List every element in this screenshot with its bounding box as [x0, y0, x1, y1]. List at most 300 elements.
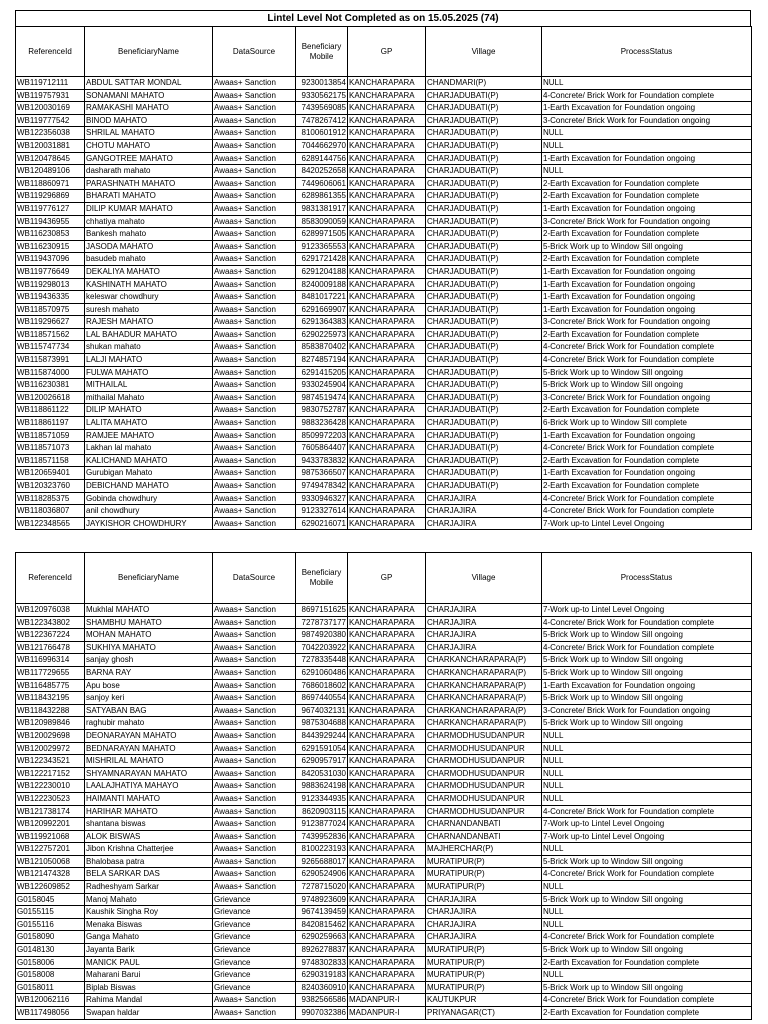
data-source-cell: Awaas+ Sanction [213, 492, 296, 505]
gp-cell: KANCHARAPARA [348, 354, 426, 367]
gp-cell: KANCHARAPARA [348, 704, 426, 717]
beneficiary-name-cell: Jibon Krishna Chatterjee [85, 843, 213, 856]
beneficiary-name-cell: chhatiya mahato [85, 215, 213, 228]
beneficiary-name-cell: sanjoy keri [85, 692, 213, 705]
reference-id-cell: WB122367224 [16, 629, 85, 642]
beneficiary-name-cell: Swapan haldar [85, 1007, 213, 1020]
data-source-cell: Awaas+ Sanction [213, 265, 296, 278]
table-row [16, 729, 752, 742]
mobile-cell: 9883236428 [296, 417, 348, 430]
beneficiary-name-cell: Bankesh mahato [85, 228, 213, 241]
beneficiary-name-cell: Menaka Biswas [85, 918, 213, 931]
process-status-cell: 4-Concrete/ Brick Work for Foundation complete [542, 641, 752, 654]
village-cell: CHANDMARI(P) [426, 77, 542, 90]
gp-cell: KANCHARAPARA [348, 956, 426, 969]
col-beneficiary-name: BeneficiaryName [85, 27, 213, 77]
gp-cell: KANCHARAPARA [348, 616, 426, 629]
gp-cell: KANCHARAPARA [348, 215, 426, 228]
process-status-cell: NULL [542, 881, 752, 894]
data-source-cell: Awaas+ Sanction [213, 177, 296, 190]
table-row [16, 467, 752, 480]
reference-id-cell: G0158045 [16, 893, 85, 906]
village-cell: CHARJADUBATI(P) [426, 454, 542, 467]
reference-id-cell: WB122757201 [16, 843, 85, 856]
gp-cell: KANCHARAPARA [348, 505, 426, 518]
mobile-cell: 8240009188 [296, 278, 348, 291]
process-status-cell: 4-Concrete/ Brick Work for Foundation complete [542, 89, 752, 102]
data-source-cell: Awaas+ Sanction [213, 391, 296, 404]
sheet-page-1 [15, 10, 751, 530]
gp-cell: KANCHARAPARA [348, 931, 426, 944]
process-status-cell: 2-Earth Excavation for Foundation complete [542, 404, 752, 417]
table-row [16, 417, 752, 430]
mobile-cell: 6290524906 [296, 868, 348, 881]
reference-id-cell: WB118036807 [16, 505, 85, 518]
village-cell: MURATIPUR(P) [426, 956, 542, 969]
gp-cell: MADANPUR-I [348, 994, 426, 1007]
data-source-cell: Awaas+ Sanction [213, 228, 296, 241]
reference-id-cell: WB119921068 [16, 830, 85, 843]
table-row [16, 127, 752, 140]
gp-cell: KANCHARAPARA [348, 152, 426, 165]
table-row [16, 228, 752, 241]
table-body-page-1 [16, 77, 752, 530]
process-status-cell: NULL [542, 906, 752, 919]
table-row [16, 114, 752, 127]
col-gp: GP [348, 27, 426, 77]
table-row [16, 341, 752, 354]
mobile-cell: 9433783832 [296, 454, 348, 467]
reference-id-cell: WB118571059 [16, 429, 85, 442]
reference-id-cell: WB118571562 [16, 328, 85, 341]
village-cell: CHARJADUBATI(P) [426, 429, 542, 442]
reference-id-cell: WB121766478 [16, 641, 85, 654]
reference-id-cell: WB118861122 [16, 404, 85, 417]
village-cell: CHARJAJIRA [426, 918, 542, 931]
village-cell: CHARJADUBATI(P) [426, 127, 542, 140]
process-status-cell: 4-Concrete/ Brick Work for Foundation complete [542, 931, 752, 944]
process-status-cell: 2-Earth Excavation for Foundation complete [542, 177, 752, 190]
gp-cell: KANCHARAPARA [348, 278, 426, 291]
reference-id-cell: WB121738174 [16, 805, 85, 818]
process-status-cell: NULL [542, 742, 752, 755]
mobile-cell: 6291415205 [296, 366, 348, 379]
data-source-cell: Awaas+ Sanction [213, 830, 296, 843]
data-source-cell: Awaas+ Sanction [213, 442, 296, 455]
lintel-table-page-2 [15, 552, 752, 1020]
gp-cell: KANCHARAPARA [348, 240, 426, 253]
table-row [16, 379, 752, 392]
gp-cell: KANCHARAPARA [348, 679, 426, 692]
village-cell: CHARKANCHARAPARA(P) [426, 692, 542, 705]
data-source-cell: Awaas+ Sanction [213, 328, 296, 341]
process-status-cell: 1-Earth Excavation for Foundation ongoing [542, 202, 752, 215]
mobile-cell: 7439569085 [296, 102, 348, 115]
reference-id-cell: WB122609852 [16, 881, 85, 894]
beneficiary-name-cell: dasharath mahato [85, 165, 213, 178]
beneficiary-name-cell: DEBICHAND MAHATO [85, 480, 213, 493]
gp-cell: KANCHARAPARA [348, 843, 426, 856]
beneficiary-name-cell: Apu bose [85, 679, 213, 692]
gp-cell: KANCHARAPARA [348, 467, 426, 480]
table-row [16, 240, 752, 253]
gp-cell: KANCHARAPARA [348, 755, 426, 768]
gp-cell: KANCHARAPARA [348, 202, 426, 215]
gp-cell: KANCHARAPARA [348, 918, 426, 931]
beneficiary-name-cell: BINOD MAHATO [85, 114, 213, 127]
data-source-cell: Awaas+ Sanction [213, 454, 296, 467]
gp-cell: KANCHARAPARA [348, 265, 426, 278]
table-row [16, 969, 752, 982]
reference-id-cell: WB119436335 [16, 291, 85, 304]
table-row [16, 666, 752, 679]
reference-id-cell: WB116230915 [16, 240, 85, 253]
data-source-cell: Grievance [213, 906, 296, 919]
process-status-cell: 5-Brick Work up to Window Sill ongoing [542, 654, 752, 667]
village-cell: CHARJADUBATI(P) [426, 303, 542, 316]
village-cell: CHARJADUBATI(P) [426, 152, 542, 165]
data-source-cell: Awaas+ Sanction [213, 792, 296, 805]
table-row [16, 215, 752, 228]
reference-id-cell: WB120029972 [16, 742, 85, 755]
beneficiary-name-cell: DILIP KUMAR MAHATO [85, 202, 213, 215]
mobile-cell: 8697440554 [296, 692, 348, 705]
village-cell: CHARJADUBATI(P) [426, 366, 542, 379]
process-status-cell: 5-Brick Work up to Window Sill ongoing [542, 240, 752, 253]
beneficiary-name-cell: LAL BAHADUR MAHATO [85, 328, 213, 341]
data-source-cell: Awaas+ Sanction [213, 114, 296, 127]
col-beneficiary-name: BeneficiaryName [85, 553, 213, 604]
mobile-cell: 6290259663 [296, 931, 348, 944]
village-cell: CHARJADUBATI(P) [426, 391, 542, 404]
process-status-cell: 2-Earth Excavation for Foundation complete [542, 253, 752, 266]
beneficiary-name-cell: Radheshyam Sarkar [85, 881, 213, 894]
data-source-cell: Awaas+ Sanction [213, 139, 296, 152]
col-process-status: ProcessStatus [542, 27, 752, 77]
table-row [16, 165, 752, 178]
village-cell: CHARJADUBATI(P) [426, 202, 542, 215]
village-cell: CHARJADUBATI(P) [426, 102, 542, 115]
process-status-cell: 1-Earth Excavation for Foundation ongoing [542, 467, 752, 480]
mobile-cell: 6291204188 [296, 265, 348, 278]
mobile-cell: 8583090059 [296, 215, 348, 228]
mobile-cell: 8420815462 [296, 918, 348, 931]
mobile-cell: 8620903115 [296, 805, 348, 818]
col-beneficiary-mobile: Beneficiary Mobile [296, 553, 348, 604]
mobile-cell: 9674139459 [296, 906, 348, 919]
data-source-cell: Awaas+ Sanction [213, 77, 296, 90]
reference-id-cell: WB115873991 [16, 354, 85, 367]
process-status-cell: 4-Concrete/ Brick Work for Foundation complete [542, 505, 752, 518]
table-row [16, 492, 752, 505]
reference-id-cell: WB120029698 [16, 729, 85, 742]
process-status-cell: 5-Brick Work up to Window Sill ongoing [542, 379, 752, 392]
mobile-cell: 9875304688 [296, 717, 348, 730]
table-row [16, 755, 752, 768]
beneficiary-name-cell: BARNA RAY [85, 666, 213, 679]
village-cell: CHARJAJIRA [426, 931, 542, 944]
table-row [16, 190, 752, 203]
table-row [16, 291, 752, 304]
data-source-cell: Awaas+ Sanction [213, 303, 296, 316]
table-row [16, 303, 752, 316]
village-cell: CHARJADUBATI(P) [426, 89, 542, 102]
process-status-cell: 4-Concrete/ Brick Work for Foundation complete [542, 868, 752, 881]
reference-id-cell: WB119757931 [16, 89, 85, 102]
col-village: Village [426, 553, 542, 604]
data-source-cell: Grievance [213, 893, 296, 906]
gp-cell: KANCHARAPARA [348, 981, 426, 994]
gp-cell: KANCHARAPARA [348, 341, 426, 354]
gp-cell: KANCHARAPARA [348, 139, 426, 152]
reference-id-cell: WB116485775 [16, 679, 85, 692]
mobile-cell: 8420252658 [296, 165, 348, 178]
reference-id-cell: WB120659401 [16, 467, 85, 480]
mobile-cell: 7042203922 [296, 641, 348, 654]
gp-cell: KANCHARAPARA [348, 792, 426, 805]
reference-id-cell: WB121050068 [16, 855, 85, 868]
mobile-cell: 9123365553 [296, 240, 348, 253]
village-cell: PRIYANAGAR(CT) [426, 1007, 542, 1020]
mobile-cell: 7278715020 [296, 881, 348, 894]
data-source-cell: Awaas+ Sanction [213, 994, 296, 1007]
process-status-cell: 5-Brick Work up to Window Sill ongoing [542, 666, 752, 679]
process-status-cell: 1-Earth Excavation for Foundation ongoing [542, 152, 752, 165]
mobile-cell: 9382566586 [296, 994, 348, 1007]
beneficiary-name-cell: RAJESH MAHATO [85, 316, 213, 329]
reference-id-cell: WB119296869 [16, 190, 85, 203]
village-cell: CHARJADUBATI(P) [426, 139, 542, 152]
reference-id-cell: WB119776649 [16, 265, 85, 278]
data-source-cell: Awaas+ Sanction [213, 253, 296, 266]
data-source-cell: Awaas+ Sanction [213, 717, 296, 730]
mobile-cell: 9831381917 [296, 202, 348, 215]
data-source-cell: Awaas+ Sanction [213, 843, 296, 856]
data-source-cell: Awaas+ Sanction [213, 641, 296, 654]
reference-id-cell: WB121474328 [16, 868, 85, 881]
process-status-cell: 7-Work up-to Lintel Level Ongoing [542, 818, 752, 831]
table-row [16, 1007, 752, 1020]
process-status-cell: 2-Earth Excavation for Foundation complete [542, 480, 752, 493]
process-status-cell: 3-Concrete/ Brick Work for Foundation ongoing [542, 391, 752, 404]
table-row [16, 517, 752, 530]
data-source-cell: Grievance [213, 969, 296, 982]
mobile-cell: 6290957917 [296, 755, 348, 768]
reference-id-cell: WB116230853 [16, 228, 85, 241]
data-source-cell: Awaas+ Sanction [213, 868, 296, 881]
table-row [16, 931, 752, 944]
table-row [16, 855, 752, 868]
beneficiary-name-cell: Gobinda chowdhury [85, 492, 213, 505]
reference-id-cell: WB115747734 [16, 341, 85, 354]
gp-cell: KANCHARAPARA [348, 654, 426, 667]
process-status-cell: 2-Earth Excavation for Foundation complete [542, 228, 752, 241]
gp-cell: KANCHARAPARA [348, 692, 426, 705]
reference-id-cell: WB118570975 [16, 303, 85, 316]
beneficiary-name-cell: DEKALIYA MAHATO [85, 265, 213, 278]
data-source-cell: Awaas+ Sanction [213, 366, 296, 379]
process-status-cell: NULL [542, 969, 752, 982]
data-source-cell: Awaas+ Sanction [213, 240, 296, 253]
reference-id-cell: WB122356038 [16, 127, 85, 140]
mobile-cell: 9907032386 [296, 1007, 348, 1020]
beneficiary-name-cell: basudeb mahato [85, 253, 213, 266]
village-cell: MURATIPUR(P) [426, 981, 542, 994]
process-status-cell: 7-Work up-to Lintel Level Ongoing [542, 517, 752, 530]
gp-cell: KANCHARAPARA [348, 629, 426, 642]
process-status-cell: 1-Earth Excavation for Foundation ongoing [542, 278, 752, 291]
village-cell: CHARJADUBATI(P) [426, 291, 542, 304]
gp-cell: KANCHARAPARA [348, 480, 426, 493]
beneficiary-name-cell: MANICK PAUL [85, 956, 213, 969]
data-source-cell: Grievance [213, 981, 296, 994]
reference-id-cell: WB120323760 [16, 480, 85, 493]
data-source-cell: Awaas+ Sanction [213, 517, 296, 530]
beneficiary-name-cell: anil chowdhury [85, 505, 213, 518]
process-status-cell: 2-Earth Excavation for Foundation complete [542, 190, 752, 203]
mobile-cell: 7439952836 [296, 830, 348, 843]
data-source-cell: Awaas+ Sanction [213, 704, 296, 717]
village-cell: CHARJAJIRA [426, 517, 542, 530]
data-source-cell: Awaas+ Sanction [213, 379, 296, 392]
process-status-cell: 1-Earth Excavation for Foundation ongoing [542, 102, 752, 115]
gp-cell: KANCHARAPARA [348, 666, 426, 679]
mobile-cell: 8240360910 [296, 981, 348, 994]
process-status-cell: 5-Brick Work up to Window Sill ongoing [542, 981, 752, 994]
mobile-cell: 9748302833 [296, 956, 348, 969]
table-row [16, 792, 752, 805]
process-status-cell: NULL [542, 792, 752, 805]
gp-cell: KANCHARAPARA [348, 855, 426, 868]
col-reference-id: ReferenceId [16, 27, 85, 77]
data-source-cell: Awaas+ Sanction [213, 818, 296, 831]
process-status-cell: 4-Concrete/ Brick Work for Foundation complete [542, 341, 752, 354]
village-cell: CHARMODHUSUDANPUR [426, 805, 542, 818]
mobile-cell: 8481017221 [296, 291, 348, 304]
beneficiary-name-cell: KALICHAND MAHATO [85, 454, 213, 467]
table-row [16, 152, 752, 165]
table-row [16, 102, 752, 115]
process-status-cell: 3-Concrete/ Brick Work for Foundation ongoing [542, 215, 752, 228]
beneficiary-name-cell: Mukhlal MAHATO [85, 604, 213, 617]
page-break [0, 536, 768, 550]
village-cell: CHARMODHUSUDANPUR [426, 792, 542, 805]
process-status-cell: 4-Concrete/ Brick Work for Foundation complete [542, 994, 752, 1007]
beneficiary-name-cell: Gurubigan Mahato [85, 467, 213, 480]
beneficiary-name-cell: sanjay ghosh [85, 654, 213, 667]
process-status-cell: NULL [542, 165, 752, 178]
reference-id-cell: WB120062116 [16, 994, 85, 1007]
mobile-cell: 6291060486 [296, 666, 348, 679]
data-source-cell: Awaas+ Sanction [213, 805, 296, 818]
village-cell: CHARJADUBATI(P) [426, 442, 542, 455]
beneficiary-name-cell: Rahima Mandal [85, 994, 213, 1007]
village-cell: CHARKANCHARAPARA(P) [426, 679, 542, 692]
table-row [16, 679, 752, 692]
table-row [16, 629, 752, 642]
gp-cell: KANCHARAPARA [348, 906, 426, 919]
gp-cell: KANCHARAPARA [348, 102, 426, 115]
beneficiary-name-cell: Bhalobasa patra [85, 855, 213, 868]
mobile-cell: 7478267412 [296, 114, 348, 127]
beneficiary-name-cell: Jayanta Barik [85, 944, 213, 957]
col-reference-id: ReferenceId [16, 553, 85, 604]
village-cell: MAJHERCHAR(P) [426, 843, 542, 856]
village-cell: CHARJADUBATI(P) [426, 114, 542, 127]
reference-id-cell: WB119298013 [16, 278, 85, 291]
table-row [16, 944, 752, 957]
gp-cell: KANCHARAPARA [348, 328, 426, 341]
reference-id-cell: WB119712111 [16, 77, 85, 90]
mobile-cell: 8583870402 [296, 341, 348, 354]
table-row [16, 253, 752, 266]
reference-id-cell: WB119437096 [16, 253, 85, 266]
process-status-cell: 2-Earth Excavation for Foundation complete [542, 454, 752, 467]
reference-id-cell: WB120030169 [16, 102, 85, 115]
header-row [16, 27, 752, 77]
table-row [16, 404, 752, 417]
data-source-cell: Awaas+ Sanction [213, 881, 296, 894]
col-beneficiary-mobile: Beneficiary Mobile [296, 27, 348, 77]
mobile-cell: 8926278837 [296, 944, 348, 957]
beneficiary-name-cell: CHOTU MAHATO [85, 139, 213, 152]
table-row [16, 604, 752, 617]
beneficiary-name-cell: SUKHIYA MAHATO [85, 641, 213, 654]
data-source-cell: Awaas+ Sanction [213, 467, 296, 480]
reference-id-cell: WB120976038 [16, 604, 85, 617]
gp-cell: KANCHARAPARA [348, 641, 426, 654]
data-source-cell: Awaas+ Sanction [213, 679, 296, 692]
process-status-cell: NULL [542, 755, 752, 768]
village-cell: CHARJADUBATI(P) [426, 228, 542, 241]
mobile-cell: 8100601912 [296, 127, 348, 140]
beneficiary-name-cell: SONAMANI MAHATO [85, 89, 213, 102]
table-row [16, 328, 752, 341]
beneficiary-name-cell: Biplab Biswas [85, 981, 213, 994]
gp-cell: KANCHARAPARA [348, 604, 426, 617]
mobile-cell: 8509972203 [296, 429, 348, 442]
mobile-cell: 8274857194 [296, 354, 348, 367]
data-source-cell: Awaas+ Sanction [213, 417, 296, 430]
data-source-cell: Awaas+ Sanction [213, 89, 296, 102]
header-row [16, 553, 752, 604]
village-cell: CHARNANDANBATI [426, 818, 542, 831]
gp-cell: KANCHARAPARA [348, 944, 426, 957]
village-cell: CHARJADUBATI(P) [426, 341, 542, 354]
gp-cell: KANCHARAPARA [348, 742, 426, 755]
beneficiary-name-cell: HAIMANTI MAHATO [85, 792, 213, 805]
process-status-cell: 2-Earth Excavation for Foundation complete [542, 328, 752, 341]
reference-id-cell: WB120031881 [16, 139, 85, 152]
process-status-cell: 5-Brick Work up to Window Sill ongoing [542, 366, 752, 379]
mobile-cell: 6291721428 [296, 253, 348, 266]
village-cell: MURATIPUR(P) [426, 855, 542, 868]
table-row [16, 868, 752, 881]
mobile-cell: 7605864407 [296, 442, 348, 455]
mobile-cell: 6290225973 [296, 328, 348, 341]
reference-id-cell: G0158006 [16, 956, 85, 969]
process-status-cell: 5-Brick Work up to Window Sill ongoing [542, 893, 752, 906]
mobile-cell: 7044662970 [296, 139, 348, 152]
table-row [16, 278, 752, 291]
reference-id-cell: WB118432195 [16, 692, 85, 705]
data-source-cell: Awaas+ Sanction [213, 767, 296, 780]
gp-cell: KANCHARAPARA [348, 717, 426, 730]
data-source-cell: Awaas+ Sanction [213, 729, 296, 742]
mobile-cell: 8100223193 [296, 843, 348, 856]
mobile-cell: 6291364383 [296, 316, 348, 329]
village-cell: CHARNANDANBATI [426, 830, 542, 843]
